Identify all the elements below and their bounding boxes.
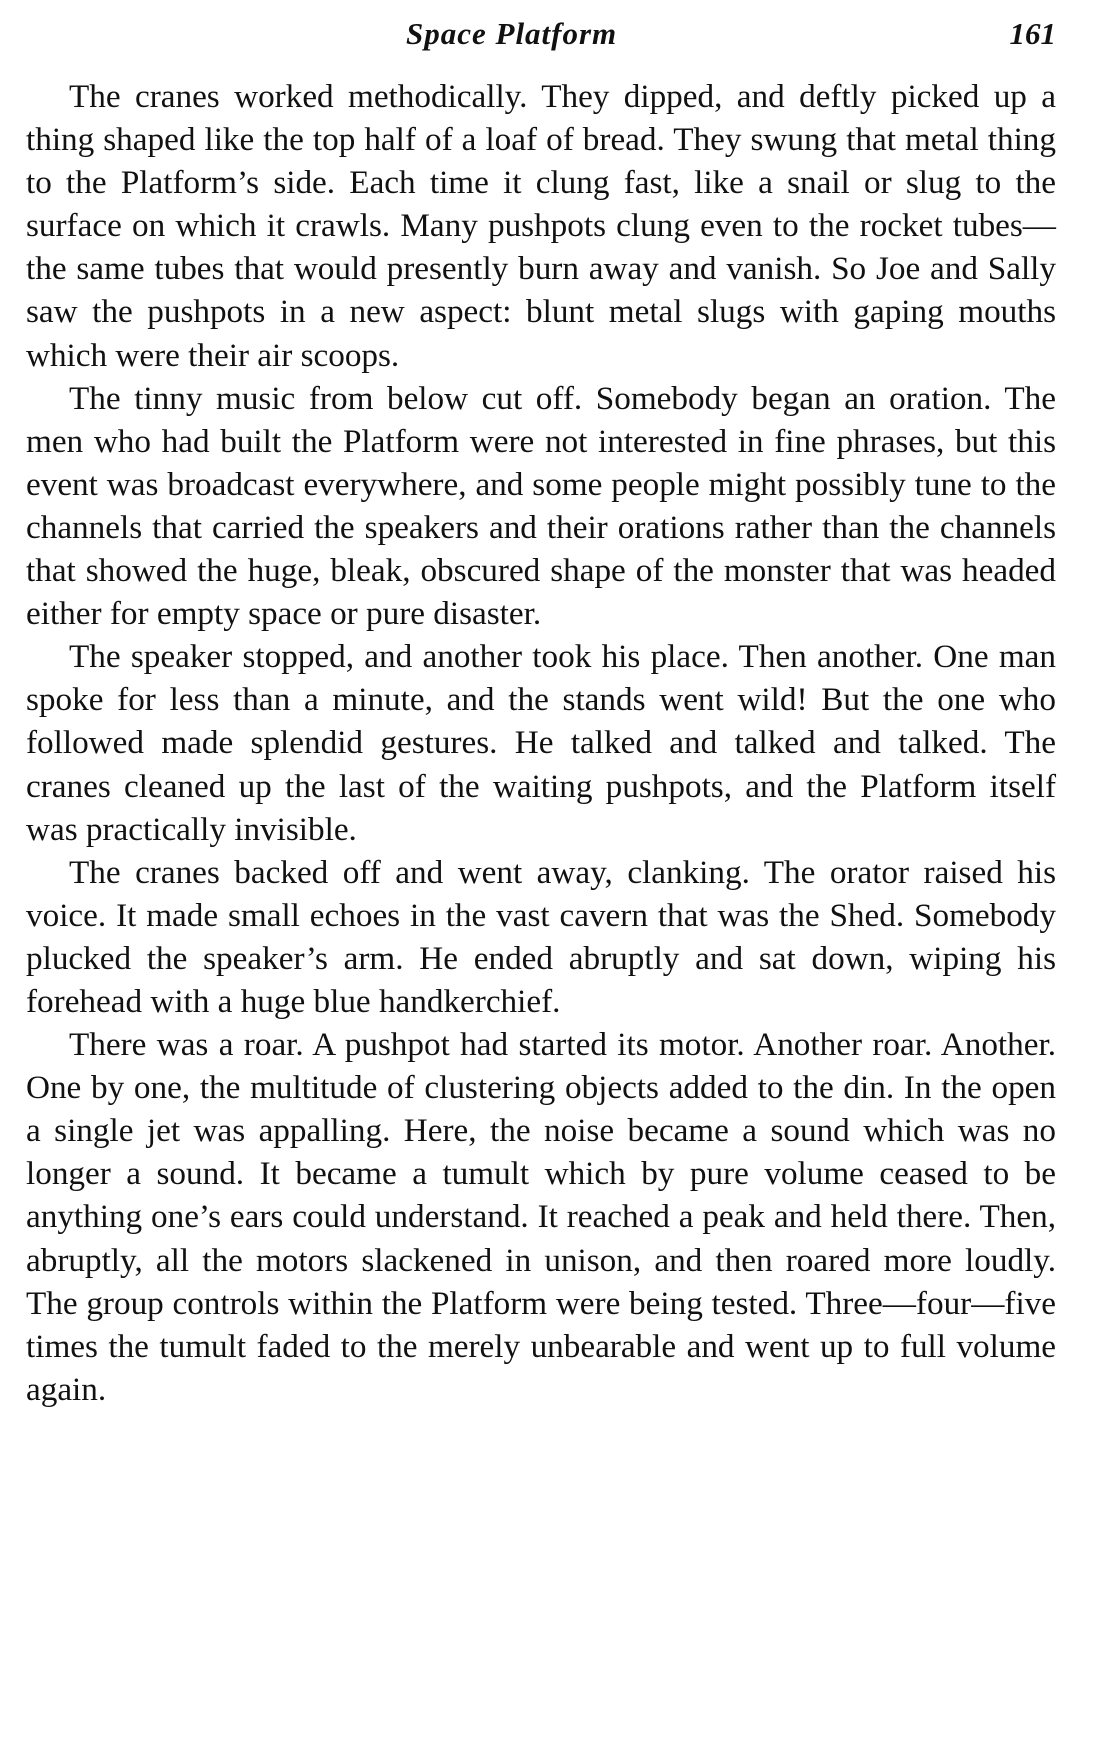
paragraph: The speaker stopped, and another took his place. Then another. One man spoke for less than a minute, and the stands went wild! But the one who followed made splendid gestures. He talked and talked and talked. The cranes cleaned up the last of the waiting pushpots, and the Platform itself was practically invisible. [26, 638, 1056, 848]
paragraph: The tinny music from below cut off. Somebody began an oration. The men who had built the Platform were not interested in fine phrases, but this event was broadcast everywhere, and some people might possibly tune to the channels that carried the speakers and their orations rather than the channels that showed the huge, bleak, obscured shape of the monster that was headed either for empty space or pure disaster. [26, 379, 1056, 633]
running-head [26, 16, 1056, 66]
page-number: 161 [1009, 16, 1056, 51]
paragraph: The cranes backed off and went away, clanking. The orator raised his voice. It made small echoes in the vast cavern that was the Shed. Somebody plucked the speaker’s arm. He ended abruptly and sat down, wiping his forehead with a huge blue handkerchief. [26, 853, 1056, 1020]
body-text [26, 75, 1056, 1411]
running-title: Space Platform [406, 16, 618, 51]
paragraph: There was a roar. A pushpot had started its motor. Another roar. Another. One by one, the multitude of clustering objects added to the din. In the open a single jet was appalling. Here, the noise became a sound which was no longer a sound. It became a tumult which by pure volume ceased to be anything one’s ears could understand. It reached a peak and held there. Then, abruptly, all the motors slackened in unison, and then roared more loudly. The group controls within the Platform were being tested. Three—four—five times the tumult faded to the merely unbearable and went up to full volume again. [26, 1026, 1056, 1408]
paragraph: The cranes worked methodically. They dipped, and deftly picked up a thing shaped like the top half of a loaf of bread. They swung that metal thing to the Platform’s side. Each time it clung fast, like a snail or slug to the surface on which it crawls. Many pushpots clung even to the rocket tubes—the same tubes that would presently burn away and vanish. So Joe and Sally saw the pushpots in a new aspect: blunt metal slugs with gaping mouths which were their air scoops. [26, 78, 1056, 374]
